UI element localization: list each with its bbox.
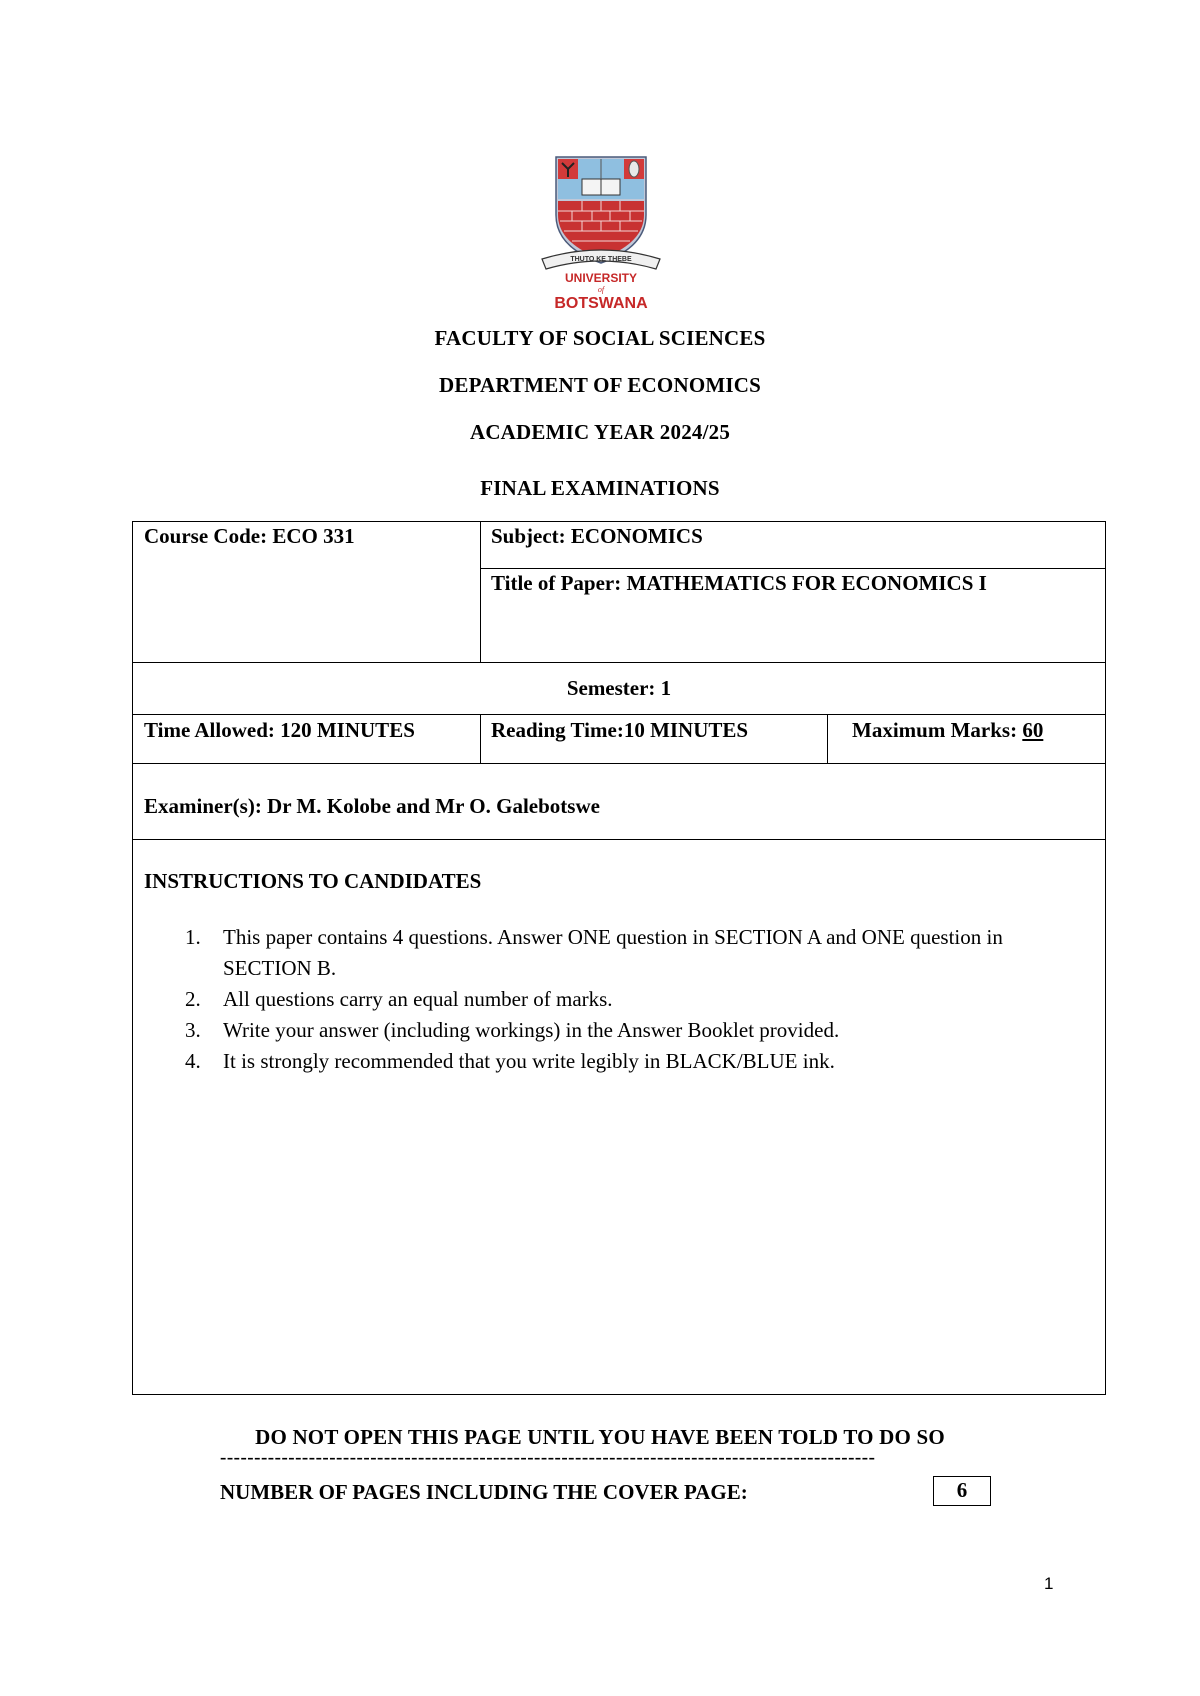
university-logo	[538, 155, 664, 315]
paper-title-value: MATHEMATICS FOR ECONOMICS I	[626, 571, 987, 595]
time-allowed: Time Allowed: 120 MINUTES	[144, 718, 415, 742]
instruction-item: 3. Write your answer (including workings) in the Answer Booklet provided.	[185, 1018, 840, 1042]
examiners: Examiner(s): Dr M. Kolobe and Mr O. Galebotswe	[144, 794, 600, 818]
table-divider	[480, 714, 481, 764]
instructions-list	[144, 922, 1043, 1077]
department-heading: DEPARTMENT OF ECONOMICS	[439, 373, 761, 397]
subject: Subject: ECONOMICS	[491, 524, 703, 548]
exam-heading: FINAL EXAMINATIONS	[480, 476, 720, 500]
table-divider	[132, 714, 1106, 715]
logo-name-line1: UNIVERSITY	[564, 271, 638, 285]
maximum-marks-label: Maximum Marks:	[852, 718, 1018, 742]
maximum-marks-value: 60	[1022, 718, 1044, 742]
course-code: Course Code: ECO 331	[144, 524, 355, 548]
table-divider	[480, 521, 481, 663]
semester: Semester: 1	[566, 676, 672, 700]
table-divider	[827, 714, 828, 764]
table-divider	[132, 662, 1106, 663]
faculty-heading: FACULTY OF SOCIAL SCIENCES	[434, 326, 766, 350]
maximum-marks	[852, 718, 1043, 743]
logo-name-line2: of	[597, 285, 605, 294]
pages-count: 6	[933, 1476, 991, 1506]
instruction-item: 4. It is strongly recommended that you write legibly in BLACK/BLUE ink.	[185, 1049, 835, 1073]
pages-label: NUMBER OF PAGES INCLUDING THE COVER PAGE:	[220, 1480, 748, 1504]
instruction-item: 2. All questions carry an equal number of marks.	[185, 987, 613, 1011]
table-divider	[132, 763, 1106, 764]
reading-time: Reading Time:10 MINUTES	[491, 718, 749, 742]
paper-title	[491, 571, 987, 596]
table-divider	[480, 568, 1106, 569]
do-not-open-warning: DO NOT OPEN THIS PAGE UNTIL YOU HAVE BEEN TOLD TO DO SO	[255, 1425, 945, 1449]
separator-line: ------------------------------------------------------------------------------------------------	[220, 1447, 876, 1468]
table-divider	[132, 839, 1106, 840]
academic-year-heading: ACADEMIC YEAR 2024/25	[469, 420, 731, 444]
page-number: 1	[1044, 1574, 1054, 1593]
instruction-item: 1. This paper contains 4 questions. Answer ONE question in SECTION A and ONE question in SECTION B.	[185, 925, 1003, 980]
paper-title-label: Title of Paper:	[491, 571, 622, 595]
logo-motto: THUTO KE THEBE	[570, 256, 632, 263]
instructions-heading: INSTRUCTIONS TO CANDIDATES	[144, 869, 482, 893]
logo-name-line3: BOTSWANA	[554, 295, 648, 312]
